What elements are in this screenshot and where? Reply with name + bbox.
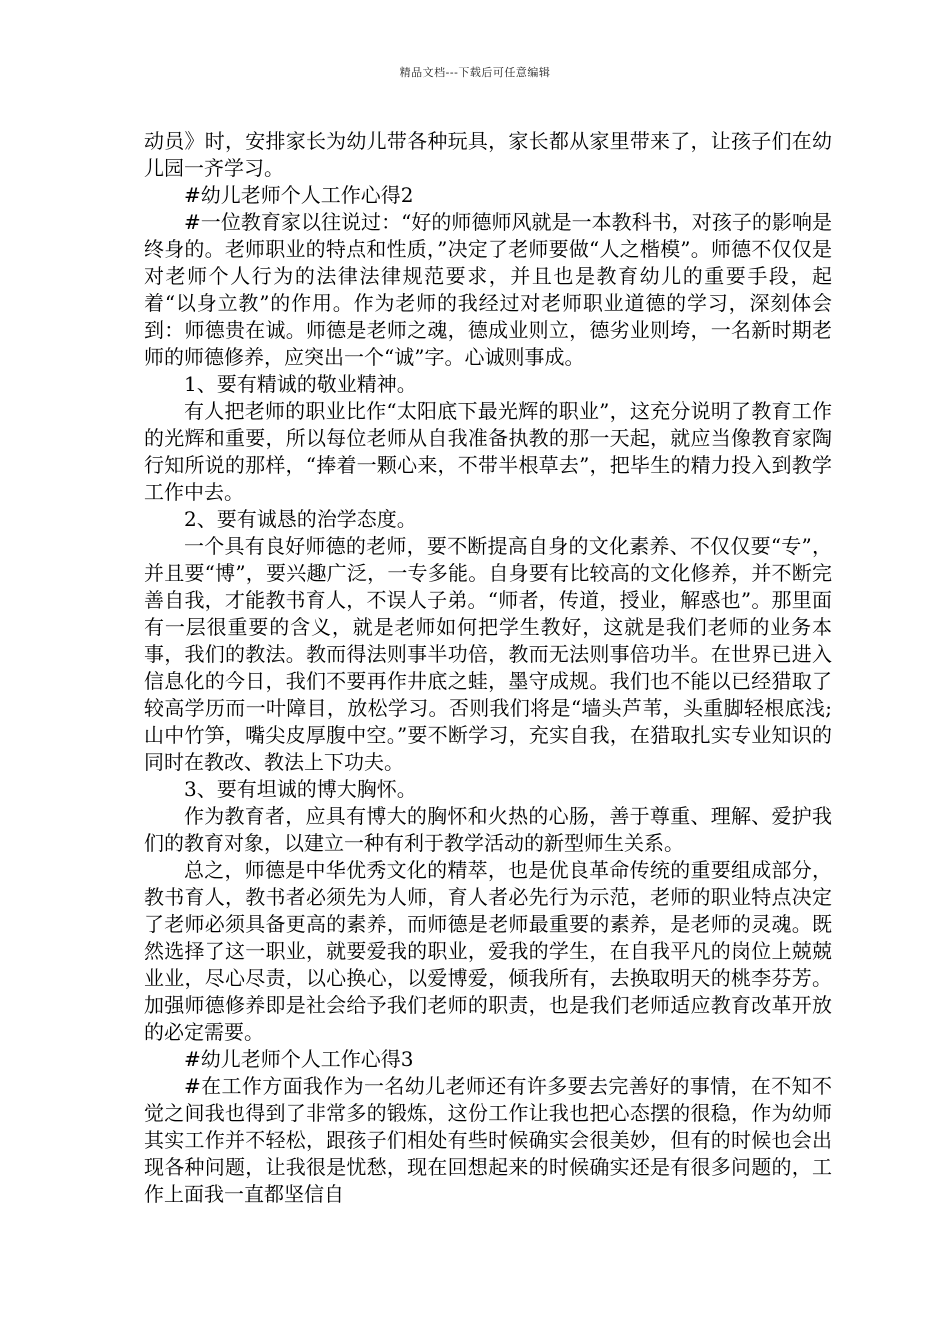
subheading: 3、要有坦诚的博大胸怀。 (184, 777, 417, 801)
paragraph: #在工作方面我作为一名幼儿老师还有许多要去完善好的事情，在不知不觉之间我也得到了非常多的锻炼，这份工作让我也把心态摆的很稳，作为幼师其实工作并不轻松，跟孩子们相处有些时候确实会很美妙，但有的时候也会出现各种问题，让我很是忧愁，现在回想起来的时候确实还是有很多问题的，工作上面我一直都坚信自 (144, 1074, 832, 1206)
page-header: 精品文档---下载后可任意编辑 (399, 66, 551, 79)
paragraph: 总之，师德是中华优秀文化的精萃，也是优良革命传统的重要组成部分，教书育人，教书者必须先为人师，育人者必先行为示范，老师的职业特点决定了老师必须具备更高的素养，而师德是老师最重要的素养，是老师的灵魂。既然选择了这一职业，就要爱我的职业，爱我的学生，在自我平凡的岗位上兢兢业业，尽心尽责，以心换心，以爱博爱，倾我所有，去换取明天的桃李芬芳。加强师德修养即是社会给予我们老师的职责，也是我们老师适应教育改革开放的必定需要。 (144, 858, 832, 1044)
paragraph: 作为教育者，应具有博大的胸怀和火热的心肠，善于尊重、理解、爱护我们的教育对象，以建立一种有利于教学活动的新型师生关系。 (144, 804, 832, 855)
subheading: 2、要有诚恳的治学态度。 (184, 507, 417, 531)
paragraph: 有人把老师的职业比作“太阳底下最光辉的职业”，这充分说明了教育工作的光辉和重要，所以每位老师从自我准备执教的那一天起，就应当像教育家陶行知所说的那样，“捧着一颗心来，不带半根草去”，把毕生的精力投入到教学工作中去。 (144, 399, 832, 504)
document-body (144, 128, 832, 1208)
section-heading: #幼儿老师个人工作心得3 (184, 1047, 414, 1071)
section-heading: #幼儿老师个人工作心得2 (184, 183, 414, 207)
subheading: 1、要有精诚的敬业精神。 (184, 372, 417, 396)
paragraph: 一个具有良好师德的老师，要不断提高自身的文化素养、不仅仅要“专”，并且要“博”，要兴趣广泛，一专多能。自身要有比较高的文化修养，并不断完善自我，才能教书育人，不误人子弟。“师者，传道，授业，解惑也”。那里面有一层很重要的含义，就是老师如何把学生教好，这就是我们老师的业务本事，我们的教法。教而得法则事半功倍，教而无法则事倍功半。在世界已进入信息化的今日，我们不要再作井底之蛙，墨守成规。我们也不能以已经猎取了较高学历而一叶障目，放松学习。否则我们将是“墙头芦苇，头重脚轻根底浅;山中竹笋，嘴尖皮厚腹中空。”要不断学习，充实自我，在猎取扎实专业知识的同时在教改、教法上下功夫。 (144, 534, 832, 774)
paragraph: 动员》时，安排家长为幼儿带各种玩具，家长都从家里带来了，让孩子们在幼儿园一齐学习。 (144, 129, 832, 180)
paragraph: #一位教育家以往说过：“好的师德师风就是一本教科书，对孩子的影响是终身的。老师职业的特点和性质，”决定了老师要做“人之楷模”。师德不仅仅是对老师个人行为的法律法律规范要求，并且也是教育幼儿的重要手段，起着“以身立教”的作用。作为老师的我经过对老师职业道德的学习，深刻体会到：师德贵在诚。师德是老师之魂，德成业则立，德劣业则垮，一名新时期老师的师德修养，应突出一个“诚”字。心诚则事成。 (144, 210, 832, 369)
